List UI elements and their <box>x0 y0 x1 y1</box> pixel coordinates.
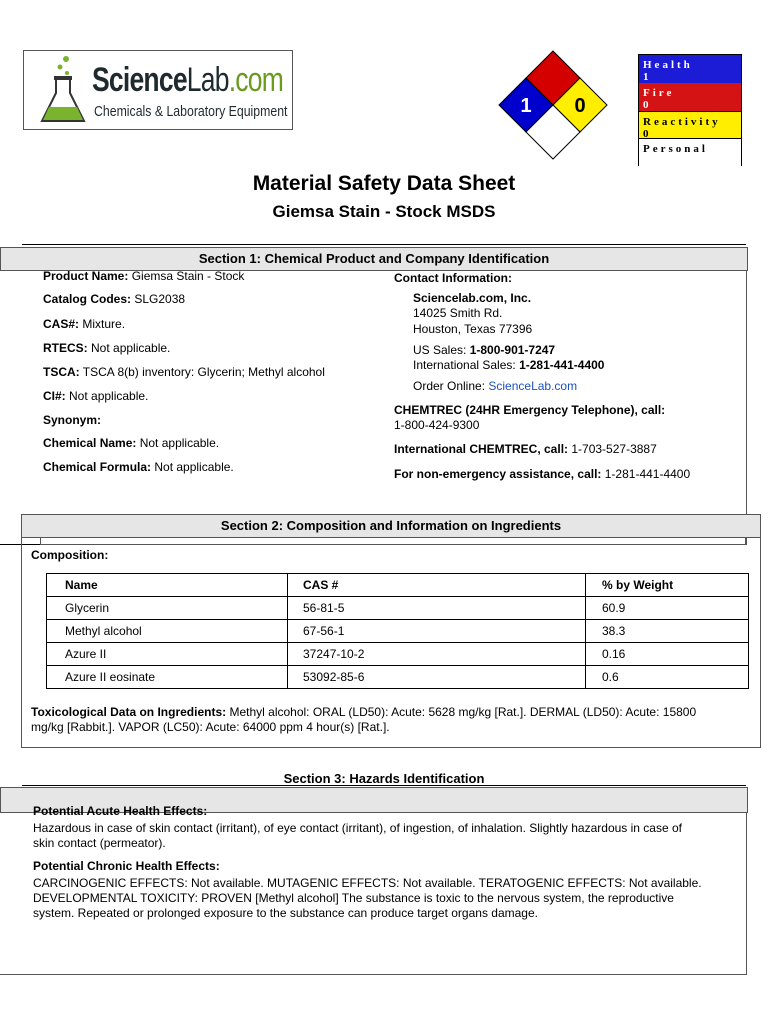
chronic-effects-label: Potential Chronic Health Effects: <box>33 859 220 873</box>
table-cell: 56-81-5 <box>303 601 345 615</box>
document-title: Material Safety Data Sheet <box>252 172 516 195</box>
hazard-health-row: Health 1 <box>639 55 741 83</box>
nfpa-fire-value: 0 <box>574 95 586 117</box>
logo-wordmark: ScienceLab.com <box>92 61 284 99</box>
address-line-1: 14025 Smith Rd. <box>413 306 503 320</box>
table-cell: 0.16 <box>602 647 626 661</box>
chronic-effects-line-2: DEVELOPMENTAL TOXICITY: PROVEN [Methyl alcohol] The substance is toxic to the nervous system, the reproductive <box>33 891 674 905</box>
table-cell: Glycerin <box>65 601 110 615</box>
sciencelab-link[interactable]: ScienceLab.com <box>488 379 578 393</box>
composition-label: Composition: <box>31 548 109 562</box>
tsca-field: TSCA: TSCA 8(b) inventory: Glycerin; Methyl alcohol <box>43 365 325 379</box>
tox-data-line-1: Toxicological Data on Ingredients: Methyl alcohol: ORAL (LD50): Acute: 5628 mg/kg [Rat.]. DERMAL (LD50): Acute: 15800 <box>31 705 697 719</box>
chemical-formula-field: Chemical Formula: Not applicable. <box>43 460 234 474</box>
catalog-codes-field: Catalog Codes: SLG2038 <box>43 292 186 306</box>
chronic-effects-line-3: system. Repeated or prolonged exposure to the substance can produce target organs damage. <box>33 906 538 920</box>
table-cell: Azure II eosinate <box>65 670 156 684</box>
acute-effects-line-1: Hazardous in case of skin contact (irritant), of eye contact (irritant), of ingestion, of inhalation. Slightly hazardous in case of <box>33 821 682 835</box>
table-cell: 53092-85-6 <box>303 670 365 684</box>
contact-info-label: Contact Information: <box>394 271 512 285</box>
ci-field: CI#: Not applicable. <box>43 389 149 403</box>
product-name-field: Product Name: Giemsa Stain - Stock <box>43 269 245 283</box>
document-subtitle: Giemsa Stain - Stock MSDS <box>272 202 496 221</box>
table-cell: 0.6 <box>602 670 619 684</box>
divider <box>0 974 747 975</box>
section3-heading: Section 3: Hazards Identification <box>283 771 485 786</box>
table-cell: 67-56-1 <box>303 624 345 638</box>
table-cell: Methyl alcohol <box>65 624 142 638</box>
order-online: Order Online: ScienceLab.com <box>413 379 578 393</box>
divider <box>40 537 746 545</box>
company-name: Sciencelab.com, Inc. <box>413 291 532 305</box>
chemtrec-phone: 1-800-424-9300 <box>394 418 480 432</box>
chemtrec-label: CHEMTREC (24HR Emergency Telephone), call: <box>394 403 666 417</box>
international-sales: International Sales: 1-281-441-4400 <box>413 358 605 372</box>
column-header: Name <box>65 578 98 592</box>
tox-data-line-2: mg/kg [Rabbit.]. VAPOR (LC50): Acute: 64000 ppm 4 hour(s) [Rat.]. <box>31 720 390 734</box>
hmis-hazard-box <box>638 54 742 166</box>
section2-heading: Section 2: Composition and Information on Ingredients <box>21 514 761 538</box>
composition-table <box>46 573 749 689</box>
divider <box>47 642 748 643</box>
column-header: % by Weight <box>602 578 674 592</box>
hazard-fire-row: Fire 0 <box>639 83 741 111</box>
section1-heading: Section 1: Chemical Product and Company Identification <box>0 247 748 271</box>
chemical-name-field: Chemical Name: Not applicable. <box>43 436 220 450</box>
non-emergency: For non-emergency assistance, call: 1-281-441-4400 <box>394 467 691 481</box>
cas-field: CAS#: Mixture. <box>43 317 126 331</box>
table-cell: 38.3 <box>602 624 626 638</box>
synonym-field: Synonym: <box>43 413 102 427</box>
divider <box>47 596 748 597</box>
logo-tagline: Chemicals & Laboratory Equipment <box>94 103 288 120</box>
flask-icon <box>38 55 88 127</box>
nfpa-diamond <box>498 48 608 164</box>
table-cell: 60.9 <box>602 601 626 615</box>
divider <box>585 574 586 688</box>
hazard-reactivity-row: Reactivity 0 <box>639 111 741 139</box>
address-line-2: Houston, Texas 77396 <box>413 322 533 336</box>
acute-effects-label: Potential Acute Health Effects: <box>33 804 208 818</box>
divider <box>22 244 746 245</box>
divider <box>47 665 748 666</box>
nfpa-health-value: 1 <box>520 95 532 117</box>
divider <box>47 619 748 620</box>
intl-chemtrec: International CHEMTREC, call: 1-703-527-3887 <box>394 442 657 456</box>
column-header: CAS # <box>303 578 339 592</box>
sciencelab-logo <box>23 50 293 130</box>
divider <box>746 270 747 545</box>
chronic-effects-line-1: CARCINOGENIC EFFECTS: Not available. MUTAGENIC EFFECTS: Not available. TERATOGENIC EFFECTS: Not available. <box>33 876 702 890</box>
table-cell: 37247-10-2 <box>303 647 365 661</box>
rtecs-field: RTECS: Not applicable. <box>43 341 171 355</box>
us-sales: US Sales: 1-800-901-7247 <box>413 343 556 357</box>
divider <box>287 574 288 688</box>
hazard-personal-row: Personal <box>639 139 741 167</box>
table-cell: Azure II <box>65 647 107 661</box>
acute-effects-line-2: skin contact (permeator). <box>33 836 166 850</box>
divider <box>746 812 747 975</box>
